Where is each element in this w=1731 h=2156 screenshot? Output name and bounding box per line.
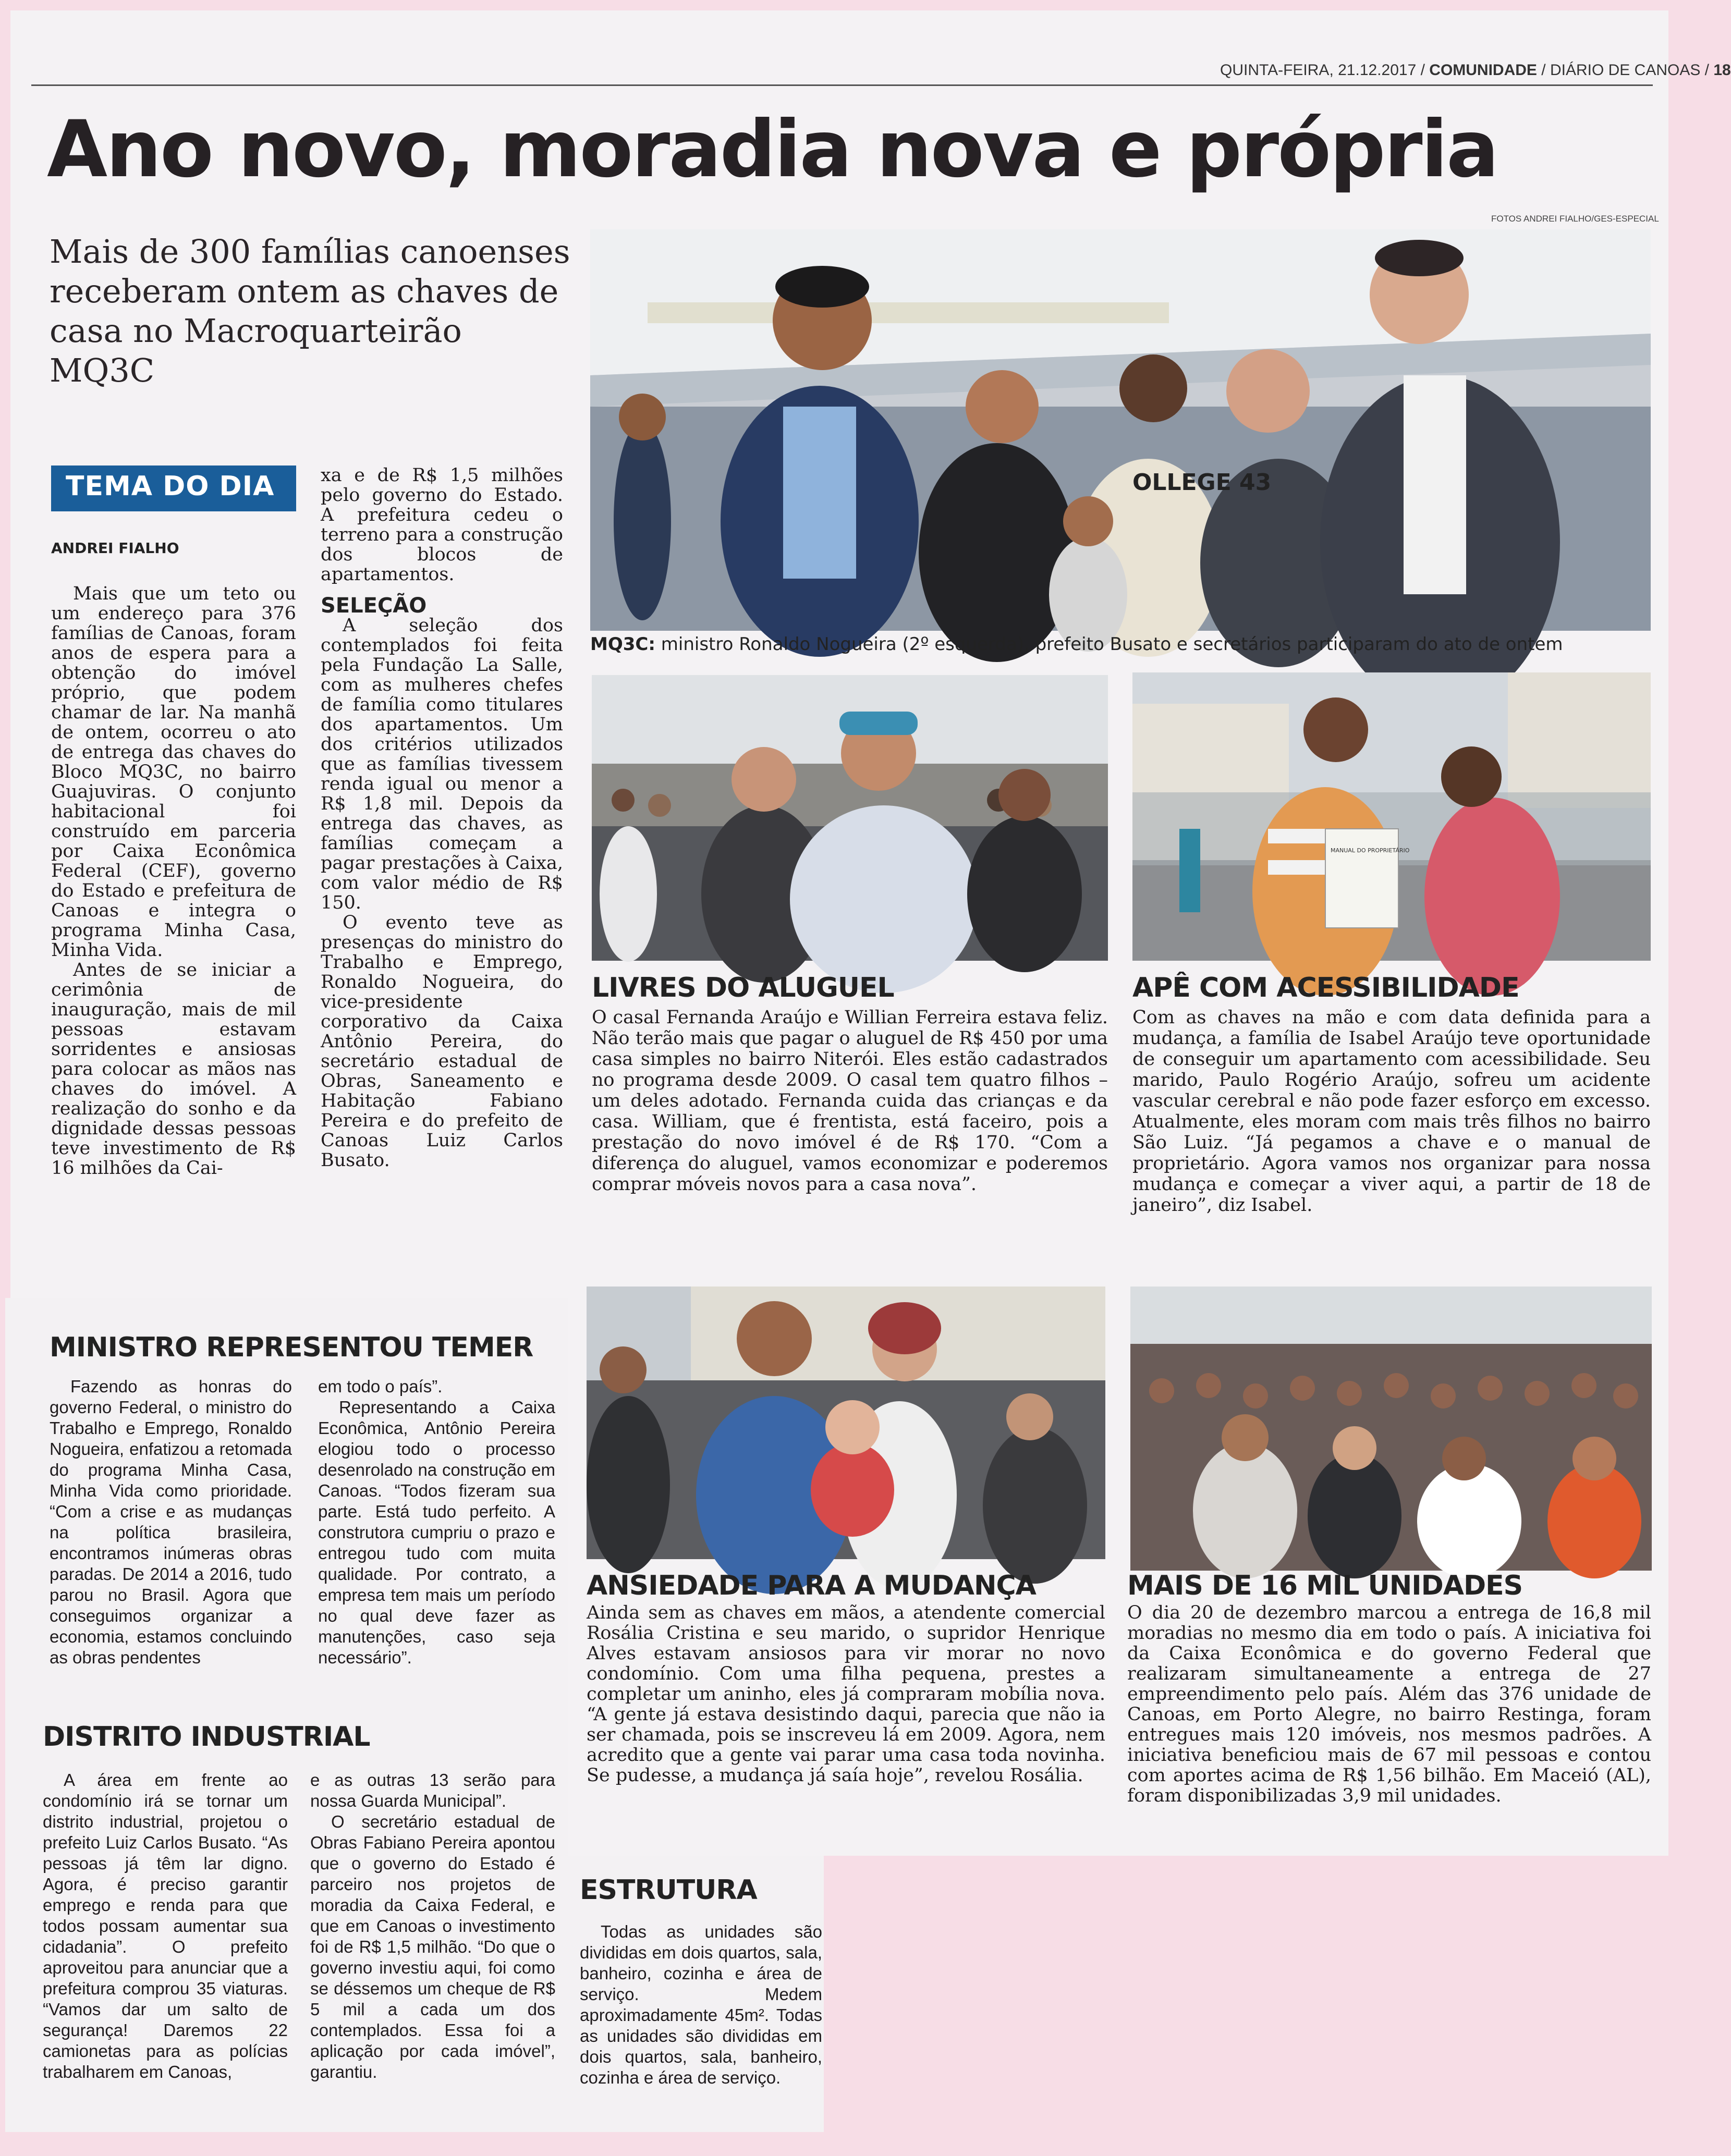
box-distrito-title: DISTRITO INDUSTRIAL xyxy=(43,1721,370,1753)
header-rule xyxy=(31,84,1653,86)
main-photo-caption xyxy=(590,634,1563,655)
box-ansiedade-text: Ainda sem as chaves em mãos, a atendente comercial Rosália Cristina e seu marido, o supridor Henrique Alves estavam ansiosos para vir morar no novo condomínio. Com uma filha pequena, prestes a completar um aninho, eles já compraram mobília nova. “A gente já estava desistindo daqui, parecia que não ia ser chamada, pois se inscreveu lá em 2009. Agora, nem acredito que a gente vai parar uma casa toda novinha. Se pudesse, a mudança já saía hoje”, revelou Rosália. xyxy=(587,1602,1105,1786)
box-livres-title: LIVRES DO ALUGUEL xyxy=(592,972,894,1003)
section-tag-label: TEMA DO DIA xyxy=(66,471,275,502)
photo-livres-do-aluguel xyxy=(592,675,1108,961)
box-ape-title: APÊ COM ACESSIBILIDADE xyxy=(1132,972,1519,1003)
section-tag xyxy=(51,466,296,511)
box-distrito-col1 xyxy=(43,1770,288,2082)
box-mais-text: O dia 20 de dezembro marcou a entrega de 16,8 mil moradias no mesmo dia em todo o país. A iniciativa foi da Caixa Econômica e do governo Federal que realizaram simultaneamente a entrega de 27 empreendimento pelo país. Além das 376 unidade de Canoas, em Porto Alegre, no bairro Restinga, foram entregues mais 120 imóveis, nos mesmos padrões. A iniciativa beneficiou mais de 67 mil pessoas e contou com aportes acima de R$ 1,56 bilhão. Em Maceió (AL), foram disponibilizadas 3,9 mil unidades. xyxy=(1127,1602,1651,1806)
box-estrutura-title: ESTRUTURA xyxy=(580,1875,757,1906)
article-paragraph: xa e de R$ 1,5 milhões pelo governo do Estado. A prefeitura cedeu o terreno para a construção dos blocos de apartamentos. xyxy=(321,465,563,585)
article-column-2 xyxy=(321,466,563,1170)
photo-ansiedade xyxy=(587,1287,1105,1559)
page-header xyxy=(1220,62,1731,79)
box-livres-text: O casal Fernanda Araújo e Willian Ferreira estava feliz. Não terão mais que pagar o aluguel de R$ 450 por uma casa simples no bairro Niterói. Eles estão cadastrados no programa desde 2009. O casal tem quatro filhos – um deles adotado. Fernanda cuida das crianças e da casa. William, que é frentista, está faceiro, pois a prestação do novo imóvel é de R$ 170. “Com a diferença do aluguel, vamos economizar e poderemos comprar móveis novos para a casa nova”. xyxy=(592,1007,1108,1195)
article-paragraph: Mais que um teto ou um endereço para 376 famílias de Canoas, foram anos de espera para a obtenção do imóvel próprio, que podem chamar de lar. Na manhã de ontem, ocorreu o ato de entrega das chaves do Bloco MQ3C, no bairro Guajuviras. O conjunto habitacional foi construído em parceria por Caixa Econômica Federal (CEF), governo do Estado e prefeitura de Canoas e integra o programa Minha Casa, Minha Vida. xyxy=(51,583,296,961)
box-distrito-paragraph: e as outras 13 serão para nossa Guarda Municipal”. xyxy=(310,1770,555,1810)
header-dateline: QUINTA-FEIRA, 21.12.2017 / xyxy=(1220,62,1425,79)
article-paragraph: A seleção dos contemplados foi feita pela Fundação La Salle, com as mulheres chefes de família como titulares dos apartamentos. Um dos critérios utilizados que as famílias tivessem renda igual ou menor a R$ 1,8 mil. Depois da entrega das chaves, as famílias começam a pagar prestações à Caixa, com valor médio de R$ 150. xyxy=(321,615,563,913)
shirt-print: OLLEGE 43 xyxy=(1132,469,1272,496)
main-photo-ceremony xyxy=(590,229,1651,631)
manual-title: MANUAL DO PROPRIETÁRIO xyxy=(1331,847,1410,854)
box-ansiedade-title: ANSIEDADE PARA A MUDANÇA xyxy=(587,1570,1036,1601)
photo-crowd xyxy=(1130,1287,1652,1571)
box-ministro-paragraph: em todo o país”. xyxy=(318,1377,443,1396)
headline: Ano novo, moradia nova e própria xyxy=(47,104,1498,195)
header-section: COMUNIDADE xyxy=(1429,62,1537,79)
box-ape-text: Com as chaves na mão e com data definida para a mudança, a família de Isabel Araújo teve oportunidade de conseguir um apartamento com acessibilidade. Seu marido, Paulo Rogério Araújo, sofreu um acidente vascular cerebral e não pode fazer esforço em excesso. Atualmente, eles moram com mais três filhos no bairro São Luiz. “Já pegamos a chave e o manual de proprietário. Agora vamos nos organizar para nossa mudança e começar a viver aqui, a partir de 18 de janeiro”, diz Isabel. xyxy=(1132,1007,1651,1216)
box-mais-title: MAIS DE 16 MIL UNIDADES xyxy=(1127,1570,1523,1601)
box-ministro-title: MINISTRO REPRESENTOU TEMER xyxy=(50,1332,533,1363)
photo-credit: FOTOS ANDREI FIALHO/GES-ESPECIAL xyxy=(1491,214,1659,224)
box-distrito-paragraph: O secretário estadual de Obras Fabiano Pereira apontou que o governo do Estado é parceiro nos projetos de moradia da Caixa Federal, e que em Canoas o investimento foi de R$ 1,5 milhão. “Do que o governo investiu aqui, foi como se déssemos um cheque de R$ 5 mil a cada um dos contemplados. Essa foi a aplicação por cada imóvel”, garantiu. xyxy=(310,1812,555,2081)
byline: ANDREI FIALHO xyxy=(51,540,179,557)
header-paper: / DIÁRIO DE CANOAS / xyxy=(1541,62,1710,79)
section-subhead: SELEÇÃO xyxy=(321,594,427,618)
caption-label: MQ3C: xyxy=(590,634,655,655)
box-ministro-col2 xyxy=(318,1376,555,1668)
photo-ape-com-acessibilidade xyxy=(1132,672,1651,961)
box-estrutura-paragraph: Todas as unidades são divididas em dois quartos, sala, banheiro, cozinha e área de serviço. Medem aproximadamente 45m². Todas as unidades são divididas em dois quartos, sala, banheiro, cozinha e área de serviço. xyxy=(580,1922,822,2087)
caption-text: ministro Ronaldo Nogueira (2º esquerda), prefeito Busato e secretários participaram do ato de ontem xyxy=(661,634,1563,655)
box-ministro-paragraph: Fazendo as honras do governo Federal, o ministro do Trabalho e Emprego, Ronaldo Nogueira, enfatizou a retomada do programa Minha Casa, Minha Vida como prioridade. “Com a crise e as mudanças na política brasileira, encontramos inúmeras obras paradas. De 2014 a 2016, tudo parou no Brasil. Agora que conseguimos organizar a economia, estamos concluindo as obras pendentes xyxy=(50,1377,292,1667)
box-distrito-paragraph: A área em frente ao condomínio irá se tornar um distrito industrial, projetou o prefeito Luiz Carlos Busato. “As pessoas já têm lar digno. Agora, é preciso garantir emprego e renda para que todos possam aumentar sua cidadania”. O prefeito aproveitou para anunciar que a prefeitura comprou 35 viaturas. “Vamos dar um salto de segurança! Daremos 22 camionetas para as polícias trabalharem em Canoas, xyxy=(43,1770,288,2081)
header-page-number: 18 xyxy=(1713,62,1731,79)
box-distrito-col2 xyxy=(310,1770,555,2082)
article-column-1 xyxy=(51,584,296,1178)
box-ministro-paragraph: Representando a Caixa Econômica, Antônio Pereira elogiou todo o processo desenrolado na construção em Canoas. “Todos fizeram sua parte. Está tudo perfeito. A construtora cumpriu o prazo e entregou tudo com muita qualidade. Por contrato, a empresa tem mais um período no qual deve fazer as manutenções, caso seja necessário”. xyxy=(318,1398,555,1667)
box-ministro-col1 xyxy=(50,1376,292,1668)
article-paragraph: O evento teve as presenças do ministro do Trabalho e Emprego, Ronaldo Nogueira, do vice-presidente corporativo da Caixa Antônio Pereira, do secretário estadual de Obras, Saneamento e Habitação Fabiano Pereira e do prefeito de Canoas Luiz Carlos Busato. xyxy=(321,912,563,1171)
article-paragraph: Antes de se iniciar a cerimônia de inauguração, mais de mil pessoas estavam sorridentes e ansiosas para colocar as mãos nas chaves do imóvel. A realização do sonho e da dignidade dessas pessoas teve investimento de R$ 16 milhões da Cai- xyxy=(51,960,296,1179)
box-estrutura-col xyxy=(580,1921,822,2088)
subheadline: Mais de 300 famílias canoenses receberam ontem as chaves de casa no Macroquarteirão MQ3C xyxy=(50,232,570,389)
